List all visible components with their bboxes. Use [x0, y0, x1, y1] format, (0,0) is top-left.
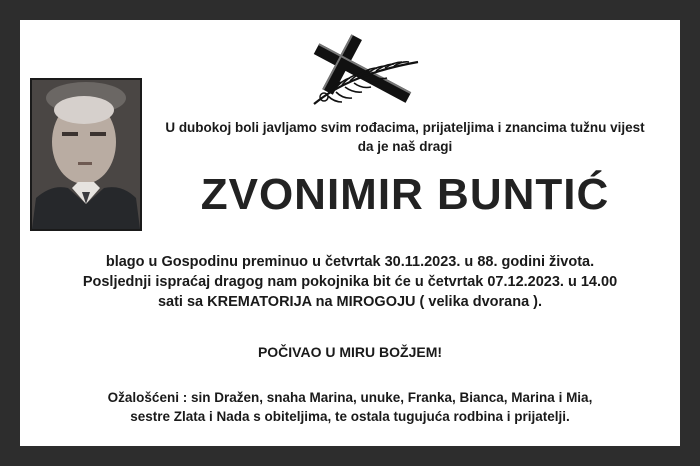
- rest-in-peace-text: POČIVAO U MIRU BOŽJEM!: [257, 344, 443, 360]
- announcement-line: Posljednji ispraćaj dragog nam pokojnika bit će u četvrtak 07.12.2023. u 14.00: [82, 274, 618, 290]
- announcement-line: sati sa KREMATORIJA na MIROGOJU ( velika dvorana ).: [157, 294, 543, 310]
- intro-line: U dubokoj boli javljamo svim rođacima, prijateljima i znancima tužnu vijest: [165, 120, 645, 135]
- intro-line: da je naš dragi: [357, 139, 453, 154]
- cross-with-palm-branch-icon: [300, 34, 425, 114]
- mourners-line: sestre Zlata i Nada s obiteljima, te ostala tugujuća rodbina i prijatelji.: [130, 409, 570, 424]
- announcement-text: [40, 252, 660, 312]
- mourners-line: Ožalošćeni : sin Dražen, snaha Marina, unuke, Franka, Bianca, Marina i Mia,: [107, 390, 593, 405]
- mourners-text: [40, 388, 660, 426]
- obituary-card: [20, 20, 680, 446]
- intro-text: [155, 118, 655, 156]
- announcement-line: blago u Gospodinu preminuo u četvrtak 30.11.2023. u 88. godini života.: [105, 254, 595, 270]
- portrait-photo: [30, 78, 142, 231]
- deceased-name: ZVONIMIR BUNTIĆ: [200, 170, 610, 219]
